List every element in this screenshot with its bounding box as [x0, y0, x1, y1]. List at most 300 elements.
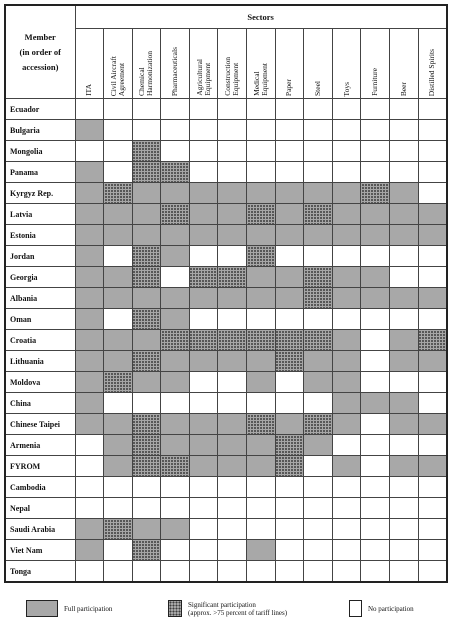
significant-participation-cell — [304, 414, 333, 435]
full-participation-swatch — [26, 600, 58, 617]
member-row — [5, 141, 447, 162]
sector-header — [361, 29, 390, 99]
no-participation-cell — [332, 162, 361, 183]
significant-participation-cell — [132, 267, 161, 288]
member-name: Albania — [5, 288, 75, 309]
no-participation-cell — [104, 246, 133, 267]
no-participation-cell — [418, 99, 447, 120]
full-participation-cell — [418, 204, 447, 225]
significant-participation-cell — [132, 435, 161, 456]
full-participation-cell — [75, 309, 104, 330]
legend-none-label: No participation — [368, 604, 414, 613]
member-row — [5, 183, 447, 204]
significant-participation-cell — [161, 330, 190, 351]
significant-participation-cell — [218, 330, 247, 351]
no-participation-cell — [361, 246, 390, 267]
no-participation-cell — [418, 309, 447, 330]
full-participation-cell — [75, 267, 104, 288]
significant-participation-cell — [132, 246, 161, 267]
no-participation-cell — [247, 498, 276, 519]
full-participation-cell — [361, 204, 390, 225]
member-row — [5, 435, 447, 456]
no-participation-cell — [104, 141, 133, 162]
full-participation-cell — [361, 225, 390, 246]
full-participation-cell — [189, 414, 218, 435]
no-participation-cell — [390, 246, 419, 267]
no-participation-cell — [75, 435, 104, 456]
full-participation-cell — [247, 225, 276, 246]
sector-header — [218, 29, 247, 99]
no-participation-cell — [161, 477, 190, 498]
full-participation-cell — [75, 540, 104, 561]
full-participation-cell — [390, 330, 419, 351]
member-row — [5, 519, 447, 540]
sector-label: Civil Aircraft Agreement — [108, 55, 126, 96]
no-participation-cell — [218, 561, 247, 583]
member-name: Kyrgyz Rep. — [5, 183, 75, 204]
member-row — [5, 225, 447, 246]
member-row — [5, 267, 447, 288]
member-row — [5, 204, 447, 225]
significant-participation-cell — [189, 330, 218, 351]
sector-header — [390, 29, 419, 99]
full-participation-cell — [247, 435, 276, 456]
no-participation-cell — [390, 435, 419, 456]
no-participation-cell — [189, 540, 218, 561]
no-participation-cell — [304, 519, 333, 540]
no-participation-cell — [189, 561, 218, 583]
no-participation-cell — [104, 498, 133, 519]
no-participation-cell — [332, 141, 361, 162]
significant-participation-cell — [275, 351, 304, 372]
no-participation-cell — [275, 246, 304, 267]
no-participation-cell — [132, 99, 161, 120]
full-participation-cell — [189, 183, 218, 204]
member-name: Lithuania — [5, 351, 75, 372]
legend-item-significant — [168, 600, 287, 617]
no-participation-cell — [75, 99, 104, 120]
full-participation-cell — [247, 351, 276, 372]
no-participation-cell — [161, 540, 190, 561]
no-participation-cell — [247, 519, 276, 540]
full-participation-cell — [132, 372, 161, 393]
full-participation-cell — [104, 414, 133, 435]
full-participation-cell — [132, 330, 161, 351]
no-participation-cell — [189, 99, 218, 120]
no-participation-cell — [418, 540, 447, 561]
full-participation-cell — [247, 540, 276, 561]
no-participation-cell — [390, 540, 419, 561]
sector-label: Paper — [284, 78, 294, 96]
sector-label: Steel — [313, 81, 323, 96]
no-participation-cell — [361, 477, 390, 498]
full-participation-cell — [332, 267, 361, 288]
member-header-line1: Member — [24, 31, 56, 42]
no-participation-cell — [75, 456, 104, 477]
no-participation-cell — [247, 99, 276, 120]
full-participation-cell — [390, 288, 419, 309]
member-name: Cambodia — [5, 477, 75, 498]
sector-label: Pharmaceuticals — [170, 46, 180, 96]
full-participation-cell — [104, 267, 133, 288]
full-participation-cell — [132, 519, 161, 540]
full-participation-cell — [218, 351, 247, 372]
no-participation-cell — [275, 477, 304, 498]
no-participation-cell — [304, 120, 333, 141]
no-participation-cell — [247, 393, 276, 414]
no-participation-cell — [361, 540, 390, 561]
no-participation-cell — [189, 498, 218, 519]
member-name: Chinese Taipei — [5, 414, 75, 435]
full-participation-cell — [75, 204, 104, 225]
member-row — [5, 561, 447, 583]
sector-label: Distilled Spirits — [427, 48, 437, 96]
no-participation-cell — [161, 141, 190, 162]
no-participation-cell — [418, 162, 447, 183]
full-participation-cell — [161, 372, 190, 393]
no-participation-cell — [304, 456, 333, 477]
full-participation-cell — [75, 414, 104, 435]
no-participation-cell — [275, 309, 304, 330]
sectors-header: Sectors — [75, 5, 447, 29]
no-participation-cell — [161, 120, 190, 141]
member-name: Croatia — [5, 330, 75, 351]
significant-participation-cell — [161, 204, 190, 225]
full-participation-cell — [332, 288, 361, 309]
full-participation-cell — [275, 225, 304, 246]
full-participation-cell — [189, 435, 218, 456]
sector-label: ITA — [84, 84, 94, 96]
significant-participation-cell — [132, 141, 161, 162]
significant-participation-cell — [132, 351, 161, 372]
no-participation-cell — [361, 99, 390, 120]
sector-label: Medical Equipment — [251, 63, 269, 96]
no-participation-cell — [361, 372, 390, 393]
member-header-line2: (in order of — [19, 46, 61, 57]
no-participation-cell — [332, 120, 361, 141]
no-participation-cell — [304, 540, 333, 561]
member-name: Latvia — [5, 204, 75, 225]
member-row — [5, 162, 447, 183]
no-participation-cell — [189, 141, 218, 162]
no-participation-cell — [189, 372, 218, 393]
no-participation-cell — [218, 162, 247, 183]
significant-participation-cell — [361, 183, 390, 204]
full-participation-cell — [161, 225, 190, 246]
full-participation-cell — [189, 204, 218, 225]
sector-label: Furniture — [370, 68, 380, 96]
legend-significant-label — [188, 601, 287, 617]
full-participation-cell — [275, 267, 304, 288]
no-participation-cell — [161, 99, 190, 120]
full-participation-cell — [275, 414, 304, 435]
full-participation-cell — [218, 204, 247, 225]
full-participation-cell — [332, 183, 361, 204]
no-participation-cell — [390, 141, 419, 162]
no-participation-cell — [104, 477, 133, 498]
no-participation-cell — [218, 141, 247, 162]
no-participation-cell — [332, 435, 361, 456]
no-participation-cell — [275, 162, 304, 183]
legend-significant-line1: Significant participation — [188, 600, 256, 609]
member-name: Bulgaria — [5, 120, 75, 141]
member-row — [5, 330, 447, 351]
full-participation-cell — [332, 456, 361, 477]
no-participation-cell — [161, 498, 190, 519]
member-name: Oman — [5, 309, 75, 330]
full-participation-cell — [104, 288, 133, 309]
no-participation-cell — [418, 519, 447, 540]
sector-header — [275, 29, 304, 99]
no-participation-cell — [304, 498, 333, 519]
full-participation-cell — [275, 183, 304, 204]
full-participation-cell — [161, 309, 190, 330]
member-row — [5, 351, 447, 372]
no-participation-cell — [304, 99, 333, 120]
no-participation-cell — [390, 309, 419, 330]
significant-participation-cell — [104, 519, 133, 540]
full-participation-cell — [247, 267, 276, 288]
no-participation-cell — [418, 477, 447, 498]
full-participation-cell — [161, 435, 190, 456]
full-participation-cell — [218, 435, 247, 456]
no-participation-cell — [390, 519, 419, 540]
no-participation-cell — [247, 561, 276, 583]
no-participation-cell — [361, 435, 390, 456]
no-participation-cell — [189, 393, 218, 414]
member-name: Viet Nam — [5, 540, 75, 561]
no-participation-cell — [390, 561, 419, 583]
full-participation-cell — [132, 288, 161, 309]
no-participation-cell — [104, 99, 133, 120]
member-row — [5, 120, 447, 141]
no-participation-cell — [418, 561, 447, 583]
full-participation-cell — [390, 225, 419, 246]
significant-participation-cell — [132, 162, 161, 183]
no-participation-cell — [75, 477, 104, 498]
significant-participation-cell — [104, 183, 133, 204]
sector-label: Agricultural Equipment — [194, 59, 212, 96]
full-participation-cell — [332, 393, 361, 414]
full-participation-cell — [304, 435, 333, 456]
member-header-line3: accession) — [22, 61, 59, 72]
full-participation-cell — [132, 225, 161, 246]
member-row — [5, 456, 447, 477]
member-name: Saudi Arabia — [5, 519, 75, 540]
no-participation-cell — [132, 498, 161, 519]
no-participation-cell — [332, 519, 361, 540]
member-name: Estonia — [5, 225, 75, 246]
sector-header — [132, 29, 161, 99]
no-participation-cell — [275, 540, 304, 561]
no-participation-cell — [418, 372, 447, 393]
sector-header — [104, 29, 133, 99]
member-name: Nepal — [5, 498, 75, 519]
no-participation-cell — [189, 120, 218, 141]
full-participation-cell — [161, 246, 190, 267]
full-participation-cell — [332, 330, 361, 351]
no-participation-cell — [218, 99, 247, 120]
full-participation-cell — [104, 204, 133, 225]
legend-item-none — [349, 600, 414, 617]
full-participation-cell — [275, 288, 304, 309]
no-participation-cell — [104, 162, 133, 183]
full-participation-cell — [75, 330, 104, 351]
no-participation-cell — [332, 498, 361, 519]
legend-significant-line2: (approx. >75 percent of tariff lines) — [188, 608, 288, 617]
full-participation-cell — [332, 204, 361, 225]
full-participation-cell — [75, 162, 104, 183]
no-participation-cell — [332, 477, 361, 498]
full-participation-cell — [104, 456, 133, 477]
full-participation-cell — [332, 414, 361, 435]
sector-header — [418, 29, 447, 99]
significant-participation-cell — [304, 267, 333, 288]
no-participation-cell — [104, 309, 133, 330]
no-participation-cell — [218, 477, 247, 498]
no-participation-cell — [218, 540, 247, 561]
significant-participation-swatch — [168, 600, 182, 617]
full-participation-cell — [104, 351, 133, 372]
sector-header — [161, 29, 190, 99]
full-participation-cell — [332, 351, 361, 372]
full-participation-cell — [161, 519, 190, 540]
full-participation-cell — [189, 456, 218, 477]
legend-full-label: Full participation — [64, 604, 113, 613]
member-row — [5, 414, 447, 435]
no-participation-cell — [189, 309, 218, 330]
no-participation-cell — [304, 477, 333, 498]
full-participation-cell — [75, 372, 104, 393]
no-participation-cell — [275, 372, 304, 393]
no-participation-cell — [132, 393, 161, 414]
full-participation-cell — [390, 183, 419, 204]
full-participation-cell — [161, 183, 190, 204]
full-participation-cell — [75, 288, 104, 309]
member-name: Jordan — [5, 246, 75, 267]
no-participation-cell — [275, 519, 304, 540]
significant-participation-cell — [275, 456, 304, 477]
full-participation-cell — [75, 519, 104, 540]
no-participation-cell — [275, 141, 304, 162]
no-participation-cell — [332, 540, 361, 561]
significant-participation-cell — [247, 204, 276, 225]
no-participation-cell — [361, 120, 390, 141]
significant-participation-cell — [304, 204, 333, 225]
full-participation-cell — [218, 414, 247, 435]
full-participation-cell — [161, 351, 190, 372]
no-participation-cell — [361, 141, 390, 162]
participation-table — [4, 4, 448, 583]
no-participation-cell — [418, 498, 447, 519]
no-participation-cell — [275, 120, 304, 141]
significant-participation-cell — [132, 540, 161, 561]
full-participation-cell — [390, 351, 419, 372]
full-participation-cell — [189, 351, 218, 372]
significant-participation-cell — [304, 330, 333, 351]
no-participation-cell — [104, 393, 133, 414]
full-participation-cell — [275, 204, 304, 225]
no-participation-cell — [304, 309, 333, 330]
member-name: Armenia — [5, 435, 75, 456]
full-participation-cell — [247, 372, 276, 393]
full-participation-cell — [75, 246, 104, 267]
member-name: Moldova — [5, 372, 75, 393]
no-participation-cell — [275, 99, 304, 120]
full-participation-cell — [390, 393, 419, 414]
full-participation-cell — [218, 225, 247, 246]
full-participation-cell — [104, 330, 133, 351]
full-participation-cell — [75, 120, 104, 141]
no-participation-cell — [361, 330, 390, 351]
significant-participation-cell — [304, 288, 333, 309]
no-participation-cell — [418, 393, 447, 414]
full-participation-cell — [390, 414, 419, 435]
member-name: Tonga — [5, 561, 75, 583]
significant-participation-cell — [132, 309, 161, 330]
member-name: Panama — [5, 162, 75, 183]
no-participation-swatch — [349, 600, 362, 617]
full-participation-cell — [390, 456, 419, 477]
full-participation-cell — [361, 288, 390, 309]
legend — [0, 600, 450, 622]
full-participation-cell — [218, 456, 247, 477]
no-participation-cell — [218, 393, 247, 414]
no-participation-cell — [132, 120, 161, 141]
no-participation-cell — [418, 141, 447, 162]
full-participation-cell — [161, 288, 190, 309]
no-participation-cell — [161, 393, 190, 414]
no-participation-cell — [218, 498, 247, 519]
no-participation-cell — [361, 561, 390, 583]
no-participation-cell — [332, 246, 361, 267]
no-participation-cell — [304, 162, 333, 183]
no-participation-cell — [418, 120, 447, 141]
full-participation-cell — [418, 456, 447, 477]
full-participation-cell — [418, 225, 447, 246]
no-participation-cell — [361, 351, 390, 372]
full-participation-cell — [247, 456, 276, 477]
no-participation-cell — [75, 141, 104, 162]
member-row — [5, 393, 447, 414]
no-participation-cell — [161, 561, 190, 583]
full-participation-cell — [304, 351, 333, 372]
full-participation-cell — [218, 288, 247, 309]
no-participation-cell — [304, 561, 333, 583]
significant-participation-cell — [247, 330, 276, 351]
no-participation-cell — [247, 309, 276, 330]
full-participation-cell — [75, 351, 104, 372]
no-participation-cell — [390, 99, 419, 120]
significant-participation-cell — [161, 456, 190, 477]
no-participation-cell — [189, 519, 218, 540]
sector-header — [332, 29, 361, 99]
member-row — [5, 309, 447, 330]
no-participation-cell — [304, 141, 333, 162]
member-name: Ecuador — [5, 99, 75, 120]
member-row — [5, 372, 447, 393]
member-row — [5, 246, 447, 267]
sector-header — [247, 29, 276, 99]
full-participation-cell — [247, 183, 276, 204]
no-participation-cell — [132, 477, 161, 498]
full-participation-cell — [418, 351, 447, 372]
full-participation-cell — [304, 372, 333, 393]
no-participation-cell — [361, 162, 390, 183]
no-participation-cell — [390, 267, 419, 288]
no-participation-cell — [361, 456, 390, 477]
significant-participation-cell — [104, 372, 133, 393]
